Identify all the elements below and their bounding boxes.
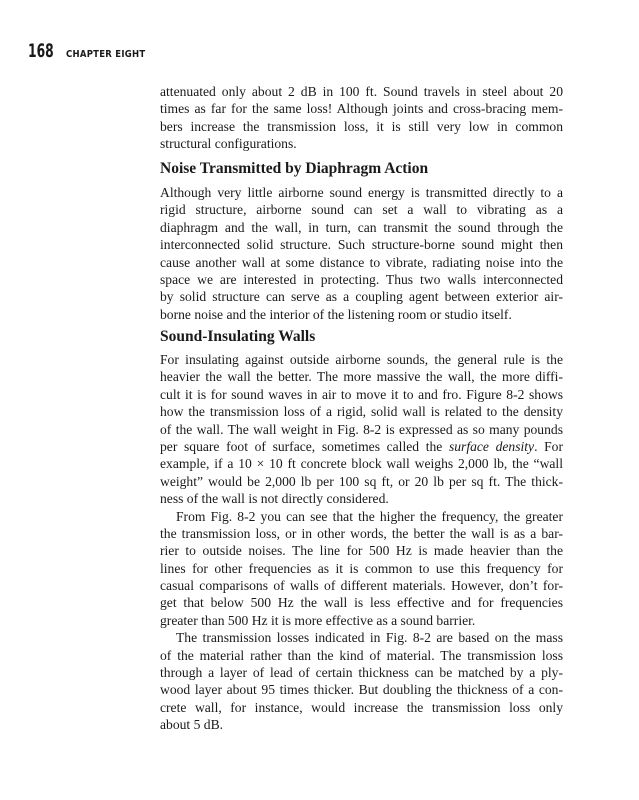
line-text: interconnected solid structure. Such structure-borne sound might then	[160, 237, 563, 253]
text-line	[160, 403, 563, 420]
text-line	[160, 288, 563, 305]
text-line	[160, 647, 563, 664]
emphasized-term: surface density	[448, 438, 535, 454]
text-line	[160, 681, 563, 698]
text-line	[160, 306, 563, 323]
line-text: structural configurations.	[160, 136, 297, 152]
line-text: rier to outside noises. The line for 500 Hz is made heavier than the	[160, 543, 563, 559]
line-text: wood layer about 95 times thicker. But doubling the thickness of a con-	[160, 682, 563, 698]
line-text: lines for other frequencies as it is common to use this frequency for	[160, 560, 563, 576]
text-line	[160, 699, 563, 716]
text-line	[160, 438, 563, 455]
text-line	[160, 351, 563, 368]
line-text: per square foot of surface, sometimes called the	[160, 438, 449, 454]
line-text: rigid structure, airborne sound can set a wall to vibrating as a	[160, 202, 563, 218]
text-line	[160, 664, 563, 681]
body-paragraphs	[160, 351, 563, 734]
section-heading: Noise Transmitted by Diaphragm Action	[160, 160, 429, 177]
text-line	[160, 100, 563, 117]
text-line	[160, 135, 563, 152]
text-line	[160, 594, 563, 611]
line-text: greater than 500 Hz it is more effective as a sound barrier.	[160, 612, 476, 628]
text-line	[160, 577, 563, 594]
line-text: The transmission losses indicated in Fig. 8-2 are based on the mass	[176, 630, 563, 646]
line-text: example, if a 10 × 10 ft concrete block wall weighs 2,000 lb, the “wall	[160, 456, 563, 472]
text-line	[160, 560, 563, 577]
line-text: of the wall. The wall weight in Fig. 8-2 is expressed as so many pounds	[160, 421, 563, 437]
line-text: through a layer of lead of certain thickness can be matched by a ply-	[160, 665, 563, 681]
text-line	[160, 254, 563, 271]
text-line	[160, 83, 563, 100]
line-text: . For	[534, 438, 564, 454]
line-text: diaphragm and the wall, in turn, can transmit the sound through the	[160, 219, 563, 235]
line-text: weight” would be 2,000 lb per 100 sq ft, or 20 lb per sq ft. The thick-	[160, 473, 563, 489]
line-text: casual comparisons of walls of different materials. However, don’t for-	[160, 578, 563, 594]
text-line	[160, 421, 563, 438]
page-number: 168	[28, 40, 54, 62]
line-text: of the material rather than the kind of material. The transmission loss	[160, 647, 563, 663]
text-line	[160, 716, 563, 733]
body-paragraph	[160, 83, 563, 153]
text-line	[160, 236, 563, 253]
text-line	[160, 542, 563, 559]
text-line	[160, 455, 563, 472]
line-text: borne noise and the interior of the listening room or studio itself.	[160, 306, 512, 322]
text-line	[160, 184, 563, 201]
text-line	[160, 368, 563, 385]
text-line	[160, 490, 563, 507]
line-text: by solid structure can serve as a coupling agent between exterior air-	[160, 289, 563, 305]
text-line	[160, 525, 563, 542]
line-text: Although very little airborne sound energy is transmitted directly to a	[160, 185, 563, 200]
line-text: heavier the wall the better. The more massive the wall, the more diffi-	[160, 369, 563, 385]
line-text: get that below 500 Hz the wall is less effective and for frequencies	[160, 595, 563, 611]
line-text: the transmission loss, or in other words, the better the wall is as a bar-	[160, 525, 563, 541]
line-text: crete wall, for instance, would increase the transmission loss only	[160, 699, 563, 715]
line-text: times as far for the same loss! Although joints and cross-bracing mem-	[160, 101, 563, 117]
text-line	[160, 271, 563, 288]
line-text: attenuated only about 2 dB in 100 ft. Sound travels in steel about 20	[160, 84, 563, 99]
line-text: bers increase the transmission loss, it is still very low in common	[160, 118, 563, 134]
section-heading: Sound-Insulating Walls	[160, 328, 316, 345]
chapter-title: CHAPTER EIGHT	[66, 49, 146, 60]
line-text: For insulating against outside airborne sounds, the general rule is the	[160, 352, 563, 367]
text-line	[160, 118, 563, 135]
text-line	[160, 386, 563, 403]
line-text: about 5 dB.	[160, 717, 224, 733]
text-line	[160, 473, 563, 490]
line-text: space we are interested in protecting. Thus two walls interconnected	[160, 271, 563, 287]
text-line	[160, 508, 563, 525]
line-text: cause another wall at some distance to vibrate, radiating noise into the	[160, 254, 563, 270]
text-line	[160, 629, 563, 646]
body-paragraph	[160, 184, 563, 323]
running-header	[28, 40, 159, 62]
text-line	[160, 219, 563, 236]
text-line	[160, 612, 563, 629]
line-text: ness of the wall is not directly considered.	[160, 491, 389, 507]
text-line	[160, 201, 563, 218]
line-text: From Fig. 8-2 you can see that the higher the frequency, the greater	[176, 508, 563, 524]
line-text: how the transmission loss of a rigid, solid wall is related to the density	[160, 404, 563, 420]
line-text: cult it is for sound waves in air to move it to and fro. Figure 8-2 shows	[160, 386, 563, 402]
